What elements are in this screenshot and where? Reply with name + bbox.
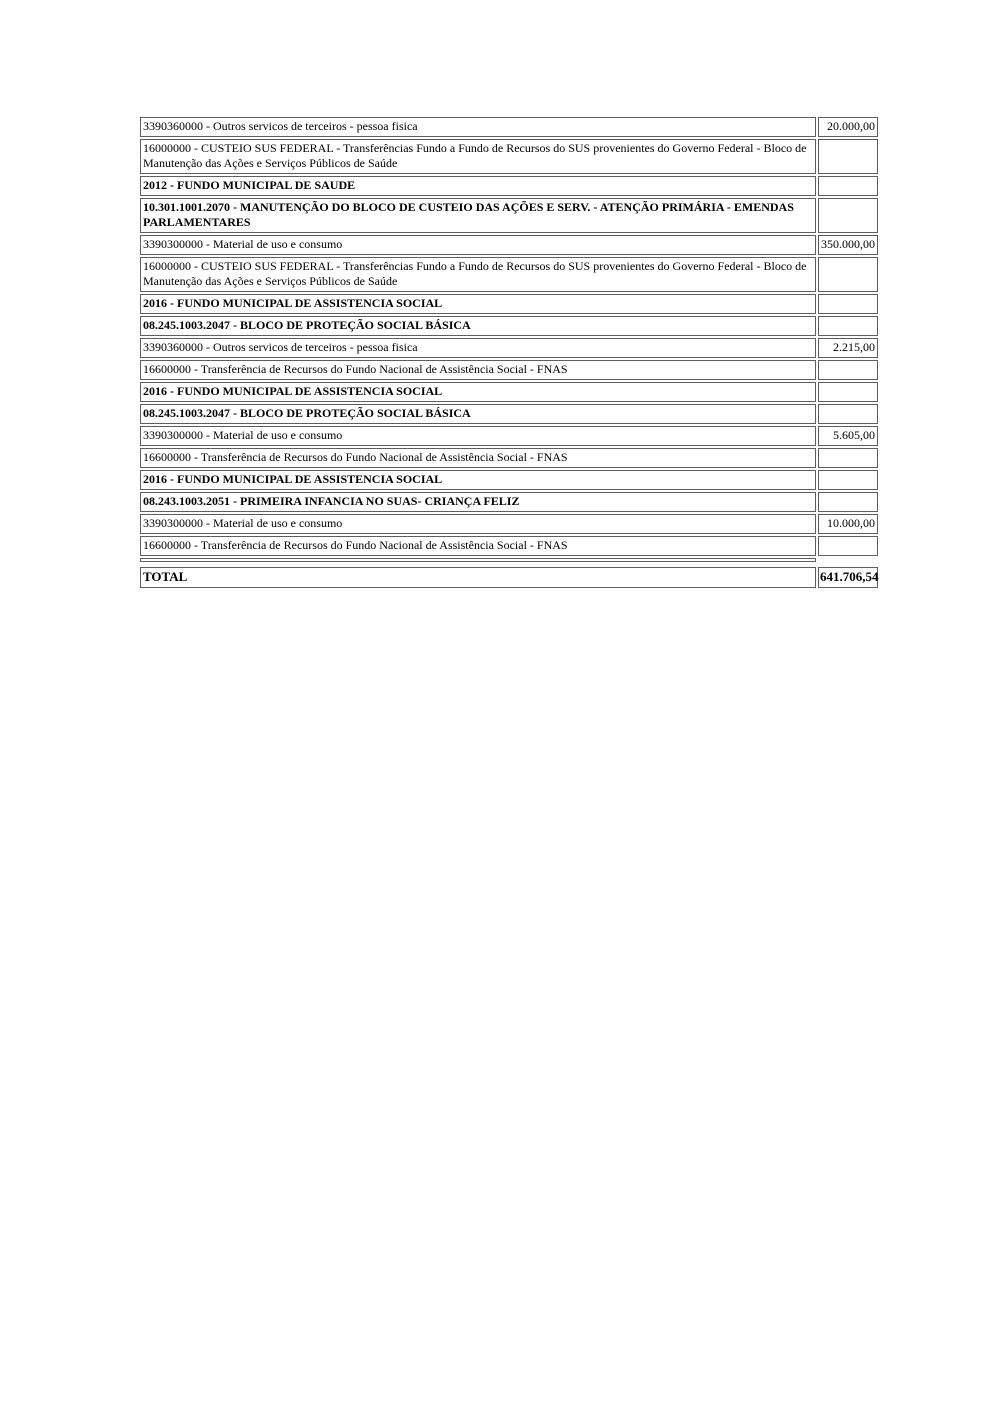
spacer-line bbox=[140, 558, 816, 562]
row-description: 16600000 - Transferência de Recursos do Fundo Nacional de Assistência Social - FNAS bbox=[140, 448, 816, 468]
row-description: 2016 - FUNDO MUNICIPAL DE ASSISTENCIA SOCIAL bbox=[140, 294, 816, 314]
total-label: TOTAL bbox=[140, 567, 816, 588]
row-value: 350.000,00 bbox=[818, 235, 878, 255]
table-row bbox=[140, 360, 878, 380]
table-row-section-header bbox=[140, 404, 878, 424]
row-value bbox=[818, 294, 878, 314]
table-row bbox=[140, 514, 878, 534]
row-value: 5.605,00 bbox=[818, 426, 878, 446]
row-value bbox=[818, 382, 878, 402]
row-value bbox=[818, 316, 878, 336]
row-value bbox=[818, 448, 878, 468]
row-value bbox=[818, 198, 878, 233]
row-value: 2.215,00 bbox=[818, 338, 878, 358]
total-value: 641.706,54 bbox=[818, 567, 878, 588]
table-row bbox=[140, 338, 878, 358]
row-description: 16600000 - Transferência de Recursos do Fundo Nacional de Assistência Social - FNAS bbox=[140, 360, 816, 380]
row-value bbox=[818, 139, 878, 174]
row-value bbox=[818, 404, 878, 424]
row-description: 3390360000 - Outros servicos de terceiros - pessoa fisica bbox=[140, 117, 816, 137]
row-value bbox=[818, 536, 878, 556]
row-value bbox=[818, 176, 878, 196]
table-row bbox=[140, 536, 878, 556]
row-value bbox=[818, 360, 878, 380]
row-description: 16000000 - CUSTEIO SUS FEDERAL - Transferências Fundo a Fundo de Recursos do SUS provenientes do Governo Federal - Bloco de Manutenção das Ações e Serviços Públicos de Saúde bbox=[140, 139, 816, 174]
row-description: 2012 - FUNDO MUNICIPAL DE SAUDE bbox=[140, 176, 816, 196]
row-description: 08.245.1003.2047 - BLOCO DE PROTEÇÃO SOCIAL BÁSICA bbox=[140, 316, 816, 336]
row-description: 2016 - FUNDO MUNICIPAL DE ASSISTENCIA SOCIAL bbox=[140, 470, 816, 490]
row-description: 08.245.1003.2047 - BLOCO DE PROTEÇÃO SOCIAL BÁSICA bbox=[140, 404, 816, 424]
table-row bbox=[140, 117, 878, 137]
table-row-section-header bbox=[140, 382, 878, 402]
row-value bbox=[818, 257, 878, 292]
table-row-section-header bbox=[140, 492, 878, 512]
table-row bbox=[140, 235, 878, 255]
row-value bbox=[818, 492, 878, 512]
row-description: 16600000 - Transferência de Recursos do Fundo Nacional de Assistência Social - FNAS bbox=[140, 536, 816, 556]
row-description: 16000000 - CUSTEIO SUS FEDERAL - Transferências Fundo a Fundo de Recursos do SUS provenientes do Governo Federal - Bloco de Manutenção das Ações e Serviços Públicos de Saúde bbox=[140, 257, 816, 292]
table-row bbox=[140, 426, 878, 446]
table-row-section-header bbox=[140, 198, 878, 233]
table-row-section-header bbox=[140, 470, 878, 490]
row-description: 10.301.1001.2070 - MANUTENÇÃO DO BLOCO DE CUSTEIO DAS AÇÕES E SERV. - ATENÇÃO PRIMÁRIA - EMENDAS PARLAMENTARES bbox=[140, 198, 816, 233]
spacer-ghost-cell bbox=[818, 558, 878, 562]
row-value: 20.000,00 bbox=[818, 117, 878, 137]
row-description: 3390300000 - Material de uso e consumo bbox=[140, 426, 816, 446]
row-description: 08.243.1003.2051 - PRIMEIRA INFANCIA NO SUAS- CRIANÇA FELIZ bbox=[140, 492, 816, 512]
row-description: 2016 - FUNDO MUNICIPAL DE ASSISTENCIA SOCIAL bbox=[140, 382, 816, 402]
row-description: 3390300000 - Material de uso e consumo bbox=[140, 235, 816, 255]
table-row bbox=[140, 448, 878, 468]
row-value bbox=[818, 470, 878, 490]
table-row bbox=[140, 139, 878, 174]
table-row bbox=[140, 257, 878, 292]
total-row bbox=[140, 567, 878, 588]
row-value: 10.000,00 bbox=[818, 514, 878, 534]
row-description: 3390300000 - Material de uso e consumo bbox=[140, 514, 816, 534]
table-spacer bbox=[140, 558, 878, 562]
table-row-section-header bbox=[140, 176, 878, 196]
row-description: 3390360000 - Outros servicos de terceiros - pessoa fisica bbox=[140, 338, 816, 358]
budget-expense-table bbox=[140, 117, 878, 590]
table-row-section-header bbox=[140, 316, 878, 336]
table-row-section-header bbox=[140, 294, 878, 314]
